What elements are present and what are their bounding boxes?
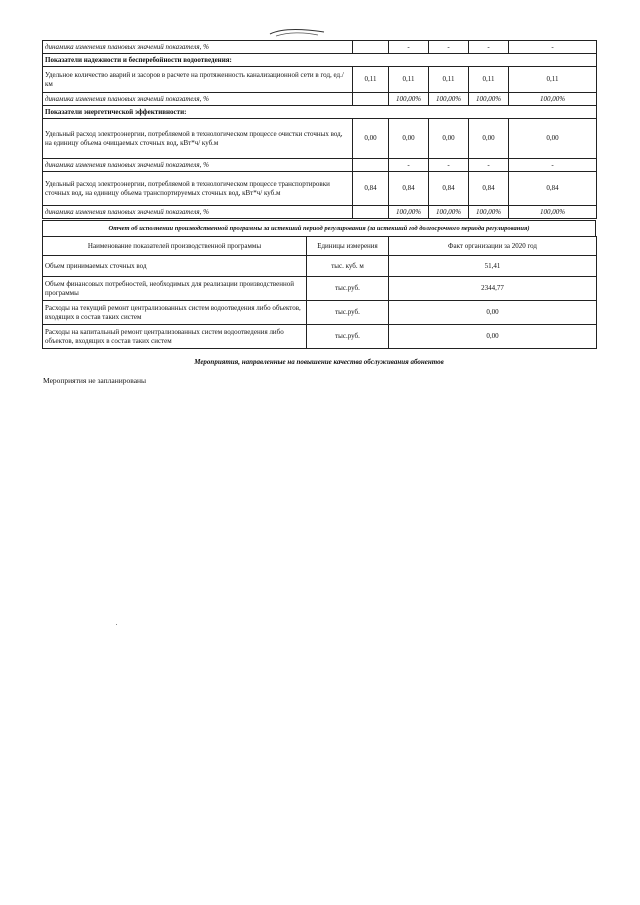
table-row: Удельное количество аварий и засоров в расчете на протяженность канализационной сети в год, ед./км 0,11 0,11 0,11 0,11 0,11 [43, 67, 597, 93]
section-heading: Показатели надежности и бесперебойности водоотведения: [43, 54, 597, 67]
report-table [42, 236, 597, 349]
measures-title: Мероприятия, направленные на повышение качества обслуживания абонентов [194, 358, 444, 366]
column-header: Единицы измерения [307, 237, 389, 256]
table-row: динамика изменения плановых значений показателя, % - - - - [43, 41, 597, 54]
table-row: динамика изменения плановых значений показателя, % 100,00% 100,00% 100,00% 100,00% [43, 93, 597, 106]
handwritten-mark [268, 26, 326, 38]
measures-text: Мероприятия не запланированы [43, 376, 147, 385]
scan-speck [116, 624, 117, 625]
report-title: Отчет об исполнении производственной программы за истекший период регулирования (за истекший год долгосрочного периода регулирования) [42, 220, 596, 236]
table-row: Расходы на капитальный ремонт централизованных систем водоотведения либо объектов, входящих в состав таких систем тыс.руб. 0,00 [43, 325, 597, 349]
table-row: Объем принимаемых сточных вод тыс. куб. м 51,41 [43, 256, 597, 277]
table-row: динамика изменения плановых значений показателя, % 100,00% 100,00% 100,00% 100,00% [43, 206, 597, 219]
dynamics-label: динамика изменения плановых значений показателя, % [43, 93, 353, 106]
dynamics-label: динамика изменения плановых значений показателя, % [43, 206, 353, 219]
section-heading: Показатели энергетической эффективности: [43, 106, 597, 119]
indicator-label: Удельный расход электроэнергии, потребляемой в технологическом процессе транспортировки сточных вод, на единицу объема транспортируемых сточных вод, кВт*ч/ куб.м [43, 172, 353, 206]
table-row: динамика изменения плановых значений показателя, % - - - - [43, 159, 597, 172]
table-row: Расходы на текущий ремонт централизованных систем водоотведения либо объектов, входящих в состав таких систем тыс.руб. 0,00 [43, 301, 597, 325]
table-row: Удельный расход электроэнергии, потребляемой в технологическом процессе транспортировки сточных вод, на единицу объема транспортируемых сточных вод, кВт*ч/ куб.м 0,84 0,84 0,84 0,84 0,84 [43, 172, 597, 206]
indicators-table [42, 40, 597, 219]
indicator-label: Удельный расход электроэнергии, потребляемой в технологическом процессе очистки сточных вод, на единицу объема очищаемых сточных вод, кВт*ч/ куб.м [43, 119, 353, 159]
indicator-label: Удельное количество аварий и засоров в расчете на протяженность канализационной сети в год, ед./км [43, 67, 353, 93]
column-header: Наименование показателей производственной программы [43, 237, 307, 256]
dynamics-label: динамика изменения плановых значений показателя, % [43, 41, 353, 54]
dynamics-label: динамика изменения плановых значений показателя, % [43, 159, 353, 172]
column-header: Факт организации за 2020 год [389, 237, 597, 256]
report-header-row [43, 237, 597, 256]
section-row-reliability [43, 54, 597, 67]
table-row: Удельный расход электроэнергии, потребляемой в технологическом процессе очистки сточных вод, на единицу объема очищаемых сточных вод, кВт*ч/ куб.м 0,00 0,00 0,00 0,00 0,00 [43, 119, 597, 159]
section-row-energy [43, 106, 597, 119]
table-row: Объем финансовых потребностей, необходимых для реализации производственной программы тыс.руб. 2344,77 [43, 277, 597, 301]
